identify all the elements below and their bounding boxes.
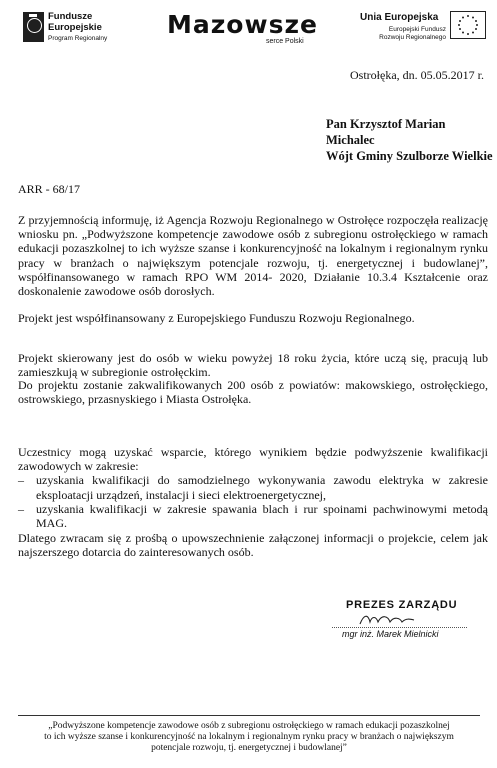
fundusze-europejskie-logo-icon xyxy=(23,12,44,42)
footer-project-title xyxy=(22,721,476,754)
paragraph-project-intro: Z przyjemnością informuję, iż Agencja Rozwoju Regionalnego w Ostrołęce rozpoczęła realizację wniosku pn. „Podwyższone kompetencje zawodowe osób z subregionu ostrołęckiego w ramach edukacji pozaszkolnej to ich wyższe szanse i konkurencyjność na lokalnym i regionalnym rynku pracy w branżach o największym potencjale rozwoju, tj. energetycznej i budowlanej”, współfinansowanego w ramach RPO WM 2014- 2020, Działanie 10.3.4 Kształcenie oraz doskonalenie zawodowe osób dorosłych. xyxy=(18,213,488,299)
footer-divider xyxy=(18,715,480,716)
support-item-electrician: – uzyskania kwalifikacji do samodzielnego wykonywania zawodu elektryka w zakresie eksploatacji urządzeń, instalacji i sieci elektroenergetycznej, xyxy=(18,473,488,501)
fe-logo-subtitle: Program Regionalny xyxy=(48,35,108,42)
support-list xyxy=(18,473,488,530)
signature-name: mgr inż. Marek Mielnicki xyxy=(342,629,439,639)
letter-date: Ostrołęka, dn. 05.05.2017 r. xyxy=(350,68,484,82)
paragraph-cofinancing: Projekt jest współfinansowany z Europejskiego Funduszu Rozwoju Regionalnego. xyxy=(18,311,415,325)
svg-text:Mazowsze.: Mazowsze. xyxy=(167,10,317,39)
fundusze-europejskie-logo-text xyxy=(48,11,102,33)
footer-line1: „Podwyższone kompetencje zawodowe osób z subregionu ostrołęckiego w ramach edukacji pozaszkolnej xyxy=(48,721,450,731)
support-intro: Uczestnicy mogą uzyskać wsparcie, którego wynikiem będzie podwyższenie kwalifikacji zawodowych w zakresie: xyxy=(18,445,488,474)
paragraph-target-group: Projekt skierowany jest do osób w wieku powyżej 18 roku życia, które uczą się, pracują lub zamieszkują w subregionie ostrołęckim. xyxy=(18,351,488,380)
eu-logo-line2: Rozwoju Regionalnego xyxy=(379,34,446,41)
recipient-block xyxy=(326,116,497,164)
recipient-name: Pan Krzysztof Marian Michalec xyxy=(326,117,446,147)
fe-logo-line2: Europejskie xyxy=(48,22,102,33)
eu-logo-subtitle xyxy=(366,26,446,42)
paragraph-request: Dlatego zwracam się z prośbą o upowszechnienie załączonej informacji o projekcie, celem jak najszerszego dotarcia do zainteresowanych osób. xyxy=(18,531,488,560)
mazowsze-logo-icon xyxy=(167,9,317,39)
footer-line2: to ich wyższe szanse i konkurencyjność na lokalnym i regionalnym rynku pracy w branżach o największym xyxy=(44,732,454,742)
reference-number: ARR - 68/17 xyxy=(18,182,81,196)
eu-logo-title: Unia Europejska xyxy=(360,12,439,23)
paragraph-support xyxy=(18,445,488,530)
fe-logo-line1: Fundusze xyxy=(48,11,93,22)
eu-logo-line1: Europejski Fundusz xyxy=(388,26,446,33)
footer-line3: potencjale rozwoju, tj. energetycznej i budowlanej” xyxy=(151,743,347,753)
mazowsze-tagline: serce Polski xyxy=(266,38,304,45)
support-item-welding: – uzyskania kwalifikacji w zakresie spawania blach i rur spoinami pachwinowymi metodą MAG. xyxy=(18,502,488,530)
signature-title: PREZES ZARZĄDU xyxy=(346,599,458,611)
recipient-title: Wójt Gminy Szulborze Wielkie xyxy=(326,149,493,163)
eu-flag-icon xyxy=(450,11,486,39)
paragraph-participants: Do projektu zostanie zakwalifikowanych 200 osób z powiatów: makowskiego, ostrołęckiego, ostrowskiego, przasnyskiego i Miasta Ostrołęka. xyxy=(18,378,488,407)
